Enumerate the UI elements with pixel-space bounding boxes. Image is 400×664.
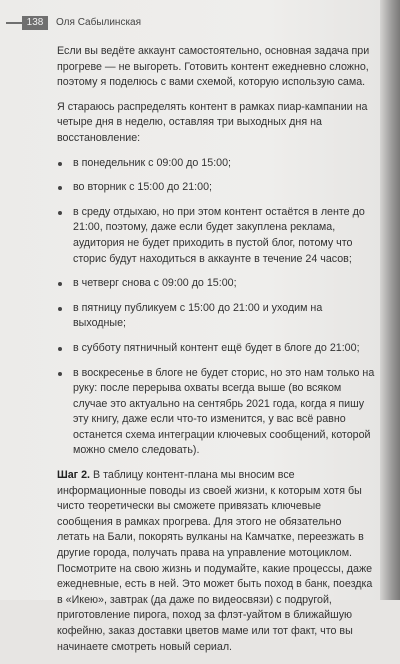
list-item: в пятницу публикуем с 15:00 до 21:00 и уходим на выходные; [57, 301, 375, 332]
list-item: во вторник с 15:00 до 21:00; [57, 180, 375, 196]
step-paragraph [57, 468, 375, 655]
schedule-list [57, 156, 375, 460]
page-number: 138 [22, 16, 48, 30]
paragraph: Если вы ведёте аккаунт самостоятельно, основная задача при прогреве — не выгореть. Готовить контент ежедневно сложно, поэтому я поделюсь с вами схемой, которую использую сама. [57, 45, 370, 89]
list-item: в субботу пятничный контент ещё будет в блоге до 21:00; [57, 341, 375, 357]
page-content [57, 44, 375, 664]
running-header [0, 16, 380, 30]
page-edge [380, 0, 400, 600]
step-label: Шаг 2. [57, 469, 91, 482]
list-item: в четверг снова с 09:00 до 15:00; [57, 276, 375, 292]
author-name: Оля Сабылинская [56, 17, 142, 28]
paragraph: Я стараюсь распределять контент в рамках пиар-кампании на четыре дня в неделю, оставляя три выходных дня на восстановление: [57, 100, 368, 144]
list-item: в воскресенье в блоге не будет сторис, но это нам только на руку: после перерыва охваты всегда выше (во всяком случае это актуально на сентябрь 2021 года, когда я пишу эту книгу, даже если что-то изменится, у вас всё равно останется схема интеграции ключевых сообщений, которой можно смело следовать). [57, 366, 375, 460]
list-item: в среду отдыхаю, но при этом контент остаётся в ленте до 21:00, поэтому, даже если будет закуплена реклама, аудитория не будет приходить в пустой блог, потому что сторис будут находиться в аккаунте в течение 24 часов; [57, 205, 375, 267]
list-item: в понедельник с 09:00 до 15:00; [57, 156, 375, 172]
step-text: В таблицу контент-плана мы вносим все информационные поводы из своей жизни, к которым хотя бы чисто теоретически вы сможете привязать ключевые сообщения в рамках прогрева. Для этого не обязательно летать на Бали, покорять вулканы на Камчатке, переезжать в другие города, получать права на управление мотоциклом. Посмотрите на свою жизнь и подумайте, какие процессы, даже ежедневные, есть в ней. Это может быть поход в банк, поездка в «Икею», завтрак (да даже по видеосвязи) с подругой, приготовление пирога, поход за флэт-уайтом в ближайшую кофейню, заказ доставки цветов маме или тот факт, что вы начинаете смотреть новый сериал. [57, 469, 373, 653]
